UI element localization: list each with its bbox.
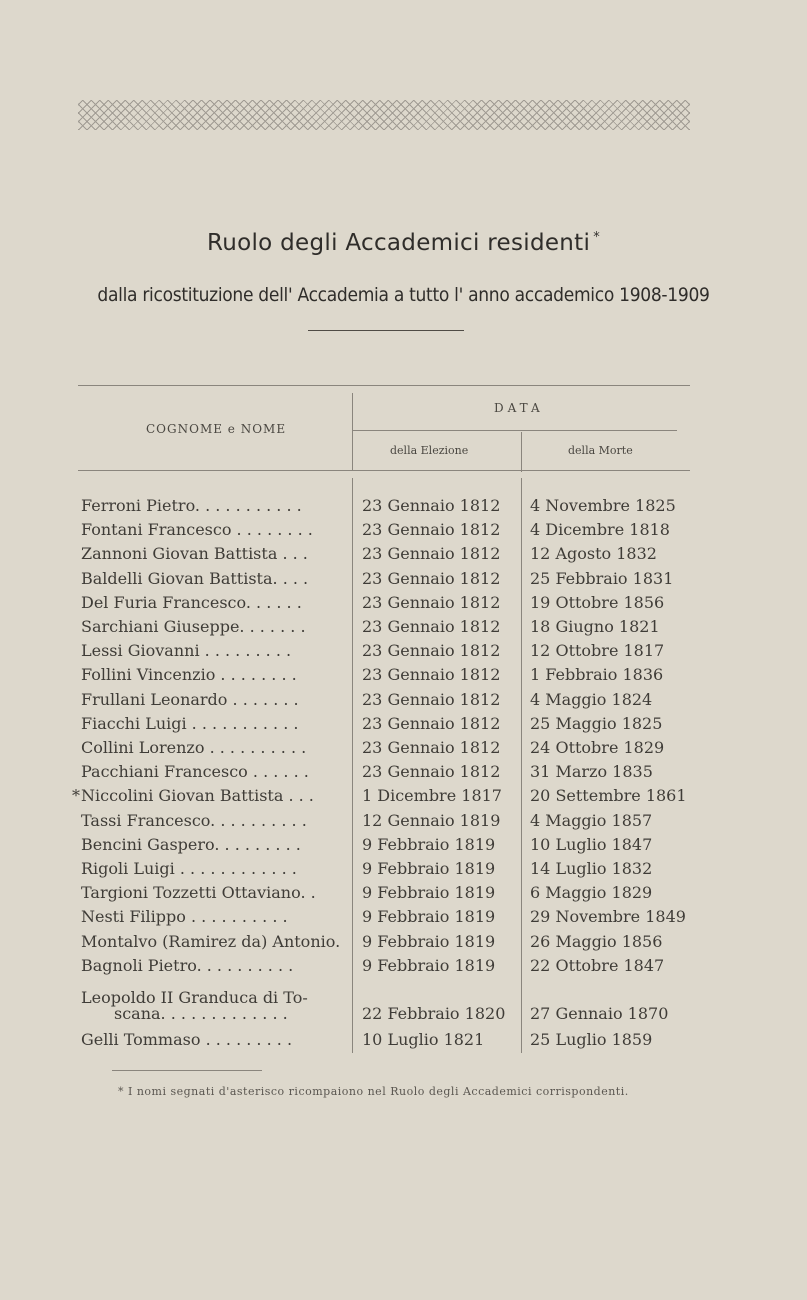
death-date: 12 Agosto 1832 <box>530 544 657 564</box>
election-date: 9 Febbraio 1819 <box>362 883 496 903</box>
election-date: 9 Febbraio 1819 <box>362 955 496 975</box>
member-name: Bencini Gaspero. . . . . . . . . <box>81 834 301 854</box>
subheader-divider <box>521 432 522 472</box>
member-name: Niccolini Giovan Battista . . . <box>81 786 314 806</box>
election-date: 23 Gennaio 1812 <box>362 496 501 515</box>
election-date: 9 Febbraio 1819 <box>362 834 496 854</box>
death-date: 31 Marzo 1835 <box>530 762 653 782</box>
death-date: 14 Luglio 1832 <box>530 859 653 878</box>
member-name: Collini Lorenzo . . . . . . . . . . <box>81 738 307 757</box>
death-date: 1 Febbraio 1836 <box>530 665 664 685</box>
table-row <box>60 690 700 715</box>
member-name: Bagnoli Pietro. . . . . . . . . . <box>81 955 294 975</box>
election-date: 10 Luglio 1821 <box>362 1030 485 1049</box>
header-bottom-rule <box>78 470 690 471</box>
table-row <box>60 496 700 521</box>
election-date: 9 Febbraio 1819 <box>362 859 496 878</box>
election-date: 23 Gennaio 1812 <box>362 738 501 757</box>
page-subtitle: dalla ricostituzione dell' Accademia a tutto l' anno accademico 1908-1909 <box>97 284 710 306</box>
death-date: 4 Novembre 1825 <box>530 496 676 515</box>
table-row <box>60 714 700 739</box>
death-date: 4 Maggio 1857 <box>530 810 653 830</box>
table-row <box>60 835 700 860</box>
member-name: Pacchiani Francesco . . . . . . <box>81 762 309 782</box>
death-date: 20 Settembre 1861 <box>530 786 687 806</box>
table-row <box>60 859 700 884</box>
asterisk-mark: * <box>72 786 80 806</box>
election-date: 23 Gennaio 1812 <box>362 689 501 709</box>
member-name: Ferroni Pietro. . . . . . . . . . . <box>81 496 302 515</box>
death-date: 27 Gennaio 1870 <box>530 1004 669 1023</box>
death-date: 25 Luglio 1859 <box>530 1030 653 1049</box>
election-date: 23 Gennaio 1812 <box>362 544 501 564</box>
member-name: Follini Vincenzio . . . . . . . . <box>81 665 297 685</box>
table-row <box>60 932 700 957</box>
morte-column-header: della Morte <box>568 444 633 457</box>
member-name: Zannoni Giovan Battista . . . <box>81 544 308 564</box>
table-row <box>60 1004 700 1029</box>
election-date: 23 Gennaio 1812 <box>362 592 501 612</box>
member-name: Fiacchi Luigi . . . . . . . . . . . <box>81 713 299 733</box>
member-name: Del Furia Francesco. . . . . . <box>81 592 302 612</box>
table-row <box>60 907 700 932</box>
name-column-header: COGNOME e NOME <box>146 422 287 436</box>
member-name: Rigoli Luigi . . . . . . . . . . . . <box>81 859 297 878</box>
table-row <box>60 811 700 836</box>
member-name: Frullani Leonardo . . . . . . . <box>81 689 299 709</box>
member-name: Baldelli Giovan Battista. . . . <box>81 568 309 588</box>
page-title: Ruolo degli Accademici residenti * <box>206 230 601 256</box>
decorative-ornament-band <box>78 100 690 130</box>
table-row <box>60 665 700 690</box>
election-date: 22 Febbraio 1820 <box>362 1004 506 1023</box>
table-row <box>60 593 700 618</box>
death-date: 22 Ottobre 1847 <box>530 955 665 975</box>
table-row <box>60 883 700 908</box>
death-date: 4 Maggio 1824 <box>530 689 653 709</box>
title-divider <box>308 330 464 331</box>
death-date: 10 Luglio 1847 <box>530 834 653 854</box>
table-row <box>60 738 700 763</box>
election-date: 23 Gennaio 1812 <box>362 762 501 782</box>
death-date: 25 Maggio 1825 <box>530 713 663 733</box>
death-date: 29 Novembre 1849 <box>530 907 686 927</box>
table-row <box>60 641 700 666</box>
death-date: 18 Giugno 1821 <box>530 617 660 636</box>
table-row <box>60 617 700 642</box>
election-date: 23 Gennaio 1812 <box>362 520 501 540</box>
table-row <box>60 786 700 811</box>
death-date: 24 Ottobre 1829 <box>530 738 665 757</box>
elezione-column-header: della Elezione <box>390 444 469 457</box>
election-date: 9 Febbraio 1819 <box>362 931 496 951</box>
death-date: 4 Dicembre 1818 <box>530 520 670 540</box>
title-asterisk: * <box>593 230 601 245</box>
table-row <box>60 520 700 545</box>
election-date: 23 Gennaio 1812 <box>362 713 501 733</box>
table-row <box>60 956 700 981</box>
member-name: Lessi Giovanni . . . . . . . . . <box>81 641 292 661</box>
table-row <box>60 762 700 787</box>
member-name: Tassi Francesco. . . . . . . . . . <box>81 810 307 830</box>
election-date: 9 Febbraio 1819 <box>362 907 496 927</box>
data-subheader-rule <box>352 430 677 431</box>
election-date: 23 Gennaio 1812 <box>362 641 501 661</box>
member-name: Fontani Francesco . . . . . . . . <box>81 520 313 540</box>
election-date: 23 Gennaio 1812 <box>362 568 501 588</box>
member-name: Leopoldo II Granduca di To- <box>81 988 308 1007</box>
death-date: 19 Ottobre 1856 <box>530 592 665 612</box>
member-name: Montalvo (Ramirez da) Antonio. <box>81 931 341 951</box>
member-name: Targioni Tozzetti Ottaviano. . <box>81 883 316 903</box>
member-name: Sarchiani Giuseppe. . . . . . . <box>81 617 306 636</box>
death-date: 12 Ottobre 1817 <box>530 641 665 661</box>
table-top-rule <box>78 385 690 386</box>
election-date: 12 Gennaio 1819 <box>362 810 501 830</box>
table-row <box>60 1030 700 1055</box>
member-name: Gelli Tommaso . . . . . . . . . <box>81 1030 293 1049</box>
election-date: 1 Dicembre 1817 <box>362 786 502 806</box>
member-name-continued: scana. . . . . . . . . . . . . <box>114 1004 288 1023</box>
data-column-header: DATA <box>494 401 544 415</box>
death-date: 26 Maggio 1856 <box>530 931 663 951</box>
election-date: 23 Gennaio 1812 <box>362 617 501 636</box>
death-date: 25 Febbraio 1831 <box>530 568 674 588</box>
death-date: 6 Maggio 1829 <box>530 883 653 903</box>
footnote-rule <box>112 1070 262 1071</box>
table-row <box>60 569 700 594</box>
header-column-divider <box>352 393 353 470</box>
footnote: * I nomi segnati d'asterisco ricompaiono nel Ruolo degli Accademici corrispondenti. <box>118 1085 629 1098</box>
election-date: 23 Gennaio 1812 <box>362 665 501 685</box>
member-name: Nesti Filippo . . . . . . . . . . <box>81 907 288 927</box>
table-row <box>60 544 700 569</box>
